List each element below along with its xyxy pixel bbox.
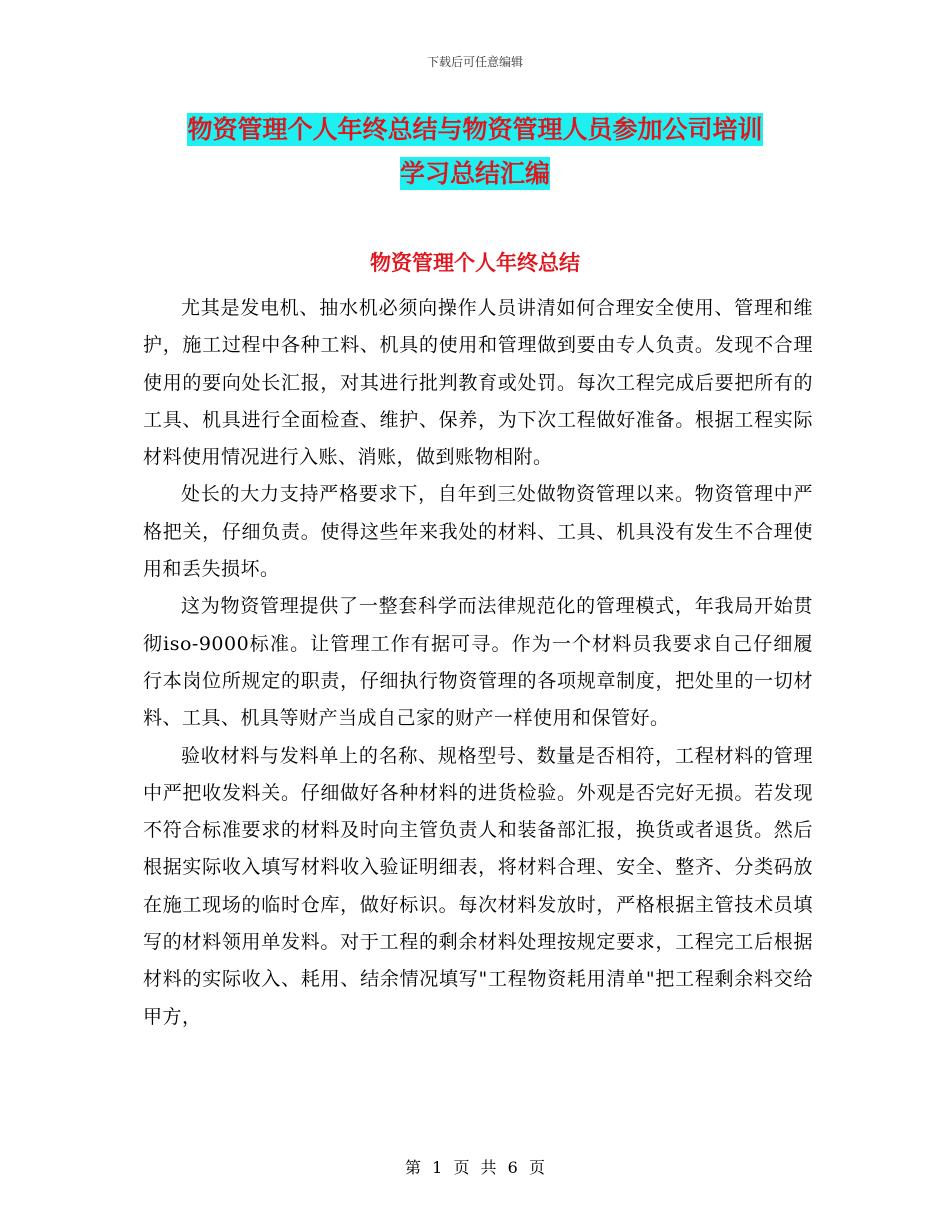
- paragraph: 处长的大力支持严格要求下，自年到三处做物资管理以来。物资管理中严格把关，仔细负责。使得这些年来我处的材料、工具、机具没有发生不合理使用和丢失损坏。: [143, 483, 813, 581]
- footer-label-ye2: 页: [528, 1158, 545, 1177]
- paragraph: 验收材料与发料单上的名称、规格型号、数量是否相符，工程材料的管理中严把收发料关。仔细做好各种材料的进货检验。外观是否完好无损。若发现不符合标准要求的材料及时向主管负责人和装备部汇报，换货或者退货。然后根据实际收入填写材料收入验证明细表，将材料合理、安全、整齐、分类码放在施工现场的临时仓库，做好标识。每次材料发放时，严格根据主管技术员填写的材料领用单发料。对于工程的剩余材料处理按规定要求，工程完工后根据材料的实际收入、耗用、结余情况填写"工程物资耗用清单"把工程剩余料交给甲方，: [143, 744, 813, 1028]
- section-title: 物资管理个人年终总结: [370, 251, 580, 275]
- footer-label-ye: 页: [453, 1158, 470, 1177]
- paragraph: 尤其是发电机、抽水机必须向操作人员讲清如何合理安全使用、管理和维护，施工过程中各种工料、机具的使用和管理做到要由专人负责。发现不合理使用的要向处长汇报，对其进行批判教育或处罚。每次工程完成后要把所有的工具、机具进行全面检查、维护、保养，为下次工程做好准备。根据工程实际材料使用情况进行入账、消账，做到账物相附。: [143, 297, 813, 469]
- footer-label-page: 第: [405, 1158, 422, 1177]
- body-text: [143, 290, 813, 1036]
- document-title-line1: 物资管理个人年终总结与物资管理人员参加公司培训: [187, 115, 763, 144]
- page-header-note: 下载后可任意编辑: [426, 55, 523, 69]
- page-footer: [0, 1155, 950, 1178]
- document-title-line2: 学习总结汇编: [399, 159, 550, 188]
- paragraph: 这为物资管理提供了一整套科学而法律规范化的管理模式，年我局开始贯彻iso-9000标准。让管理工作有据可寻。作为一个材料员我要求自己仔细履行本岗位所规定的职责，仔细执行物资管理的各项规章制度，把处里的一切材料、工具、机具等财产当成自己家的财产一样使用和保管好。: [143, 595, 813, 730]
- footer-label-total: 共: [480, 1158, 497, 1177]
- footer-current-page: 1: [432, 1158, 443, 1177]
- document-title: [0, 108, 950, 196]
- footer-total-pages: 6: [507, 1158, 518, 1177]
